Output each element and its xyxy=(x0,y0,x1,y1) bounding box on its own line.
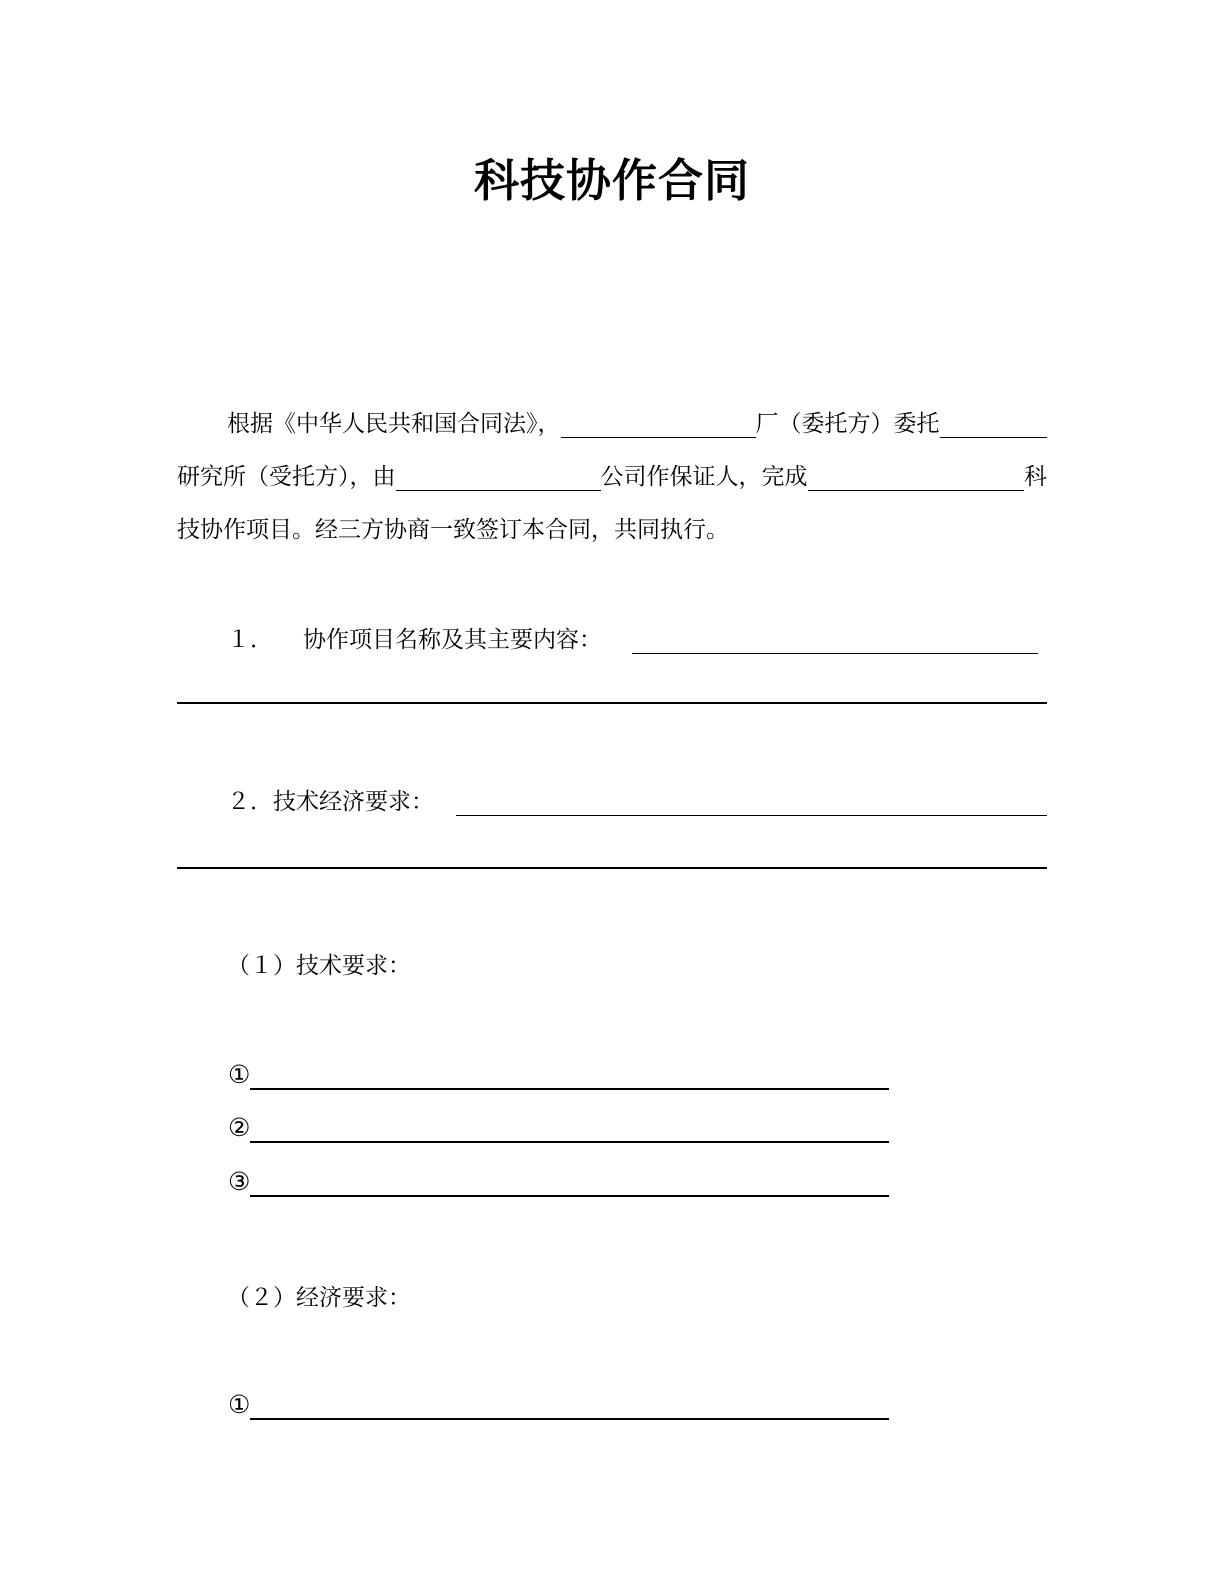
blank-econ-requirement-1[interactable] xyxy=(250,1392,889,1420)
intro-line1-mid-text: 厂（委托方）委托 xyxy=(755,411,940,436)
intro-line-2 xyxy=(177,463,1047,491)
intro-line2-text: 研究所（受托方），由 xyxy=(177,464,396,489)
blank-tech-econ-requirements[interactable] xyxy=(456,789,1047,816)
section-1-row xyxy=(177,626,1047,654)
document-title: 科技协作合同 xyxy=(473,155,750,206)
econ-requirements-heading: （２）经济要求： xyxy=(227,1285,411,1310)
circled-number-1: ① xyxy=(228,1392,251,1419)
intro-line2-suffix: 科 xyxy=(1024,464,1047,489)
circled-number-2: ② xyxy=(228,1115,251,1142)
blank-continuation-line-1[interactable] xyxy=(177,702,1047,704)
blank-tech-requirement-2[interactable] xyxy=(250,1115,889,1143)
intro-line1-text: 根据《中华人民共和国合同法》， xyxy=(227,411,561,436)
blank-entrusting-factory[interactable] xyxy=(561,411,756,438)
section-1-label: 协作项目名称及其主要内容： xyxy=(303,627,602,652)
section-2-label: 技术经济要求： xyxy=(273,789,434,814)
blank-tech-requirement-3[interactable] xyxy=(250,1169,889,1197)
blank-institute-name[interactable] xyxy=(940,411,1048,438)
circled-number-3: ③ xyxy=(228,1169,251,1196)
tech-item-1-row xyxy=(228,1062,889,1090)
intro-line-1 xyxy=(177,410,1047,438)
tech-requirements-heading-row xyxy=(177,952,1047,980)
section-2-row xyxy=(177,788,1047,816)
intro-line3-text: 技协作项目。经三方协商一致签订本合同，共同执行。 xyxy=(177,517,729,542)
blank-guarantor-company[interactable] xyxy=(396,464,601,491)
intro-line2-mid-text: 公司作保证人，完成 xyxy=(600,464,808,489)
tech-item-2-row xyxy=(228,1115,889,1143)
econ-requirements-heading-row xyxy=(177,1284,1047,1312)
section-2-number: ２． xyxy=(227,789,273,814)
econ-item-1-row xyxy=(228,1392,889,1420)
blank-project-name[interactable] xyxy=(808,464,1025,491)
blank-project-content[interactable] xyxy=(632,627,1038,654)
blank-tech-requirement-1[interactable] xyxy=(250,1062,889,1090)
intro-line-3 xyxy=(177,516,1047,544)
blank-continuation-line-2[interactable] xyxy=(177,867,1047,869)
tech-requirements-heading: （１）技术要求： xyxy=(227,953,411,978)
tech-item-3-row xyxy=(228,1169,889,1197)
section-1-number: １． xyxy=(227,627,273,652)
circled-number-1: ① xyxy=(228,1062,251,1089)
